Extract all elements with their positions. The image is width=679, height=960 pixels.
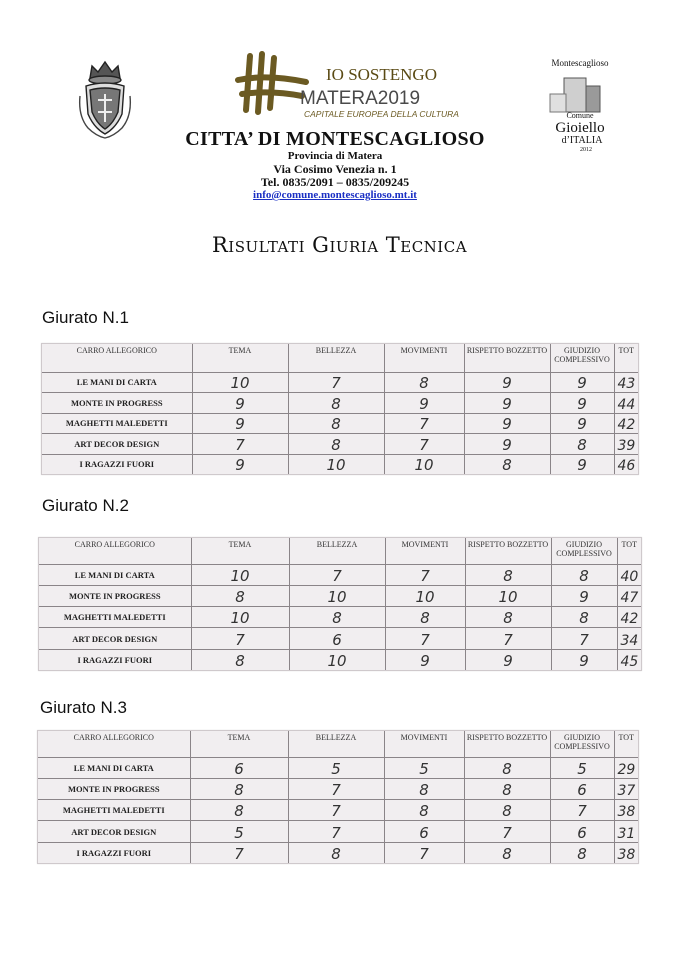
score: 7 bbox=[385, 564, 465, 585]
float-name: MAGHETTI MALEDETTI bbox=[39, 607, 191, 628]
col-header: TOT bbox=[617, 538, 641, 564]
total: 34 bbox=[617, 628, 641, 649]
col-header: CARRO ALLEGORICO bbox=[42, 344, 192, 372]
score: 6 bbox=[190, 757, 288, 778]
gioiello-italia-badge bbox=[540, 56, 620, 152]
score: 9 bbox=[550, 413, 614, 434]
score: 8 bbox=[465, 564, 551, 585]
score: 10 bbox=[191, 564, 289, 585]
score: 9 bbox=[464, 434, 550, 455]
score: 8 bbox=[190, 800, 288, 821]
badge-line1: Comune bbox=[566, 111, 594, 120]
total: 31 bbox=[614, 821, 638, 842]
score: 8 bbox=[191, 585, 289, 606]
col-header: GIUDIZIO COMPLESSIVO bbox=[551, 538, 617, 564]
score: 7 bbox=[288, 778, 384, 799]
float-name: MAGHETTI MALEDETTI bbox=[42, 413, 192, 434]
score: 7 bbox=[289, 564, 385, 585]
table-row bbox=[38, 778, 638, 799]
score: 7 bbox=[550, 800, 614, 821]
score: 7 bbox=[464, 821, 550, 842]
total: 47 bbox=[617, 585, 641, 606]
score: 9 bbox=[550, 454, 614, 474]
score: 8 bbox=[465, 607, 551, 628]
table-row bbox=[42, 454, 638, 474]
total: 46 bbox=[617, 458, 636, 474]
score: 10 bbox=[384, 454, 464, 474]
score: 9 bbox=[550, 372, 614, 393]
logo-line3: CAPITALE EUROPEA DELLA CULTURA bbox=[304, 109, 459, 119]
float-name: MONTE IN PROGRESS bbox=[39, 585, 191, 606]
score: 10 bbox=[385, 585, 465, 606]
total: 42 bbox=[614, 413, 638, 434]
table-row bbox=[38, 821, 638, 842]
total: 29 bbox=[614, 757, 638, 778]
score: 6 bbox=[550, 821, 614, 842]
badge-year: 2012 bbox=[580, 147, 592, 153]
score: 8 bbox=[384, 372, 464, 393]
score: 9 bbox=[550, 393, 614, 414]
badge-line3: d’ITALIA bbox=[561, 135, 603, 146]
province: Provincia di Matera bbox=[287, 150, 383, 162]
score: 7 bbox=[288, 821, 384, 842]
float-name: ART DECOR DESIGN bbox=[42, 434, 192, 455]
score: 7 bbox=[288, 372, 384, 393]
float-name: LE MANI DI CARTA bbox=[42, 372, 192, 393]
score-table bbox=[42, 344, 638, 474]
score: 8 bbox=[191, 649, 289, 670]
score: 10 bbox=[191, 607, 289, 628]
float-name: ART DECOR DESIGN bbox=[38, 821, 190, 842]
score: 8 bbox=[289, 607, 385, 628]
total: 44 bbox=[614, 393, 638, 414]
float-name: I RAGAZZI FUORI bbox=[39, 649, 191, 670]
score: 8 bbox=[288, 393, 384, 414]
address: Via Cosimo Venezia n. 1 bbox=[273, 162, 397, 176]
col-header: RISPETTO BOZZETTO bbox=[464, 344, 550, 372]
juror-2-score-sheet bbox=[38, 537, 642, 671]
logo-line2: MATERA2019 bbox=[300, 88, 421, 109]
score: 7 bbox=[191, 628, 289, 649]
score: 9 bbox=[192, 454, 288, 474]
score: 7 bbox=[465, 628, 551, 649]
score: 7 bbox=[288, 800, 384, 821]
score: 6 bbox=[384, 821, 464, 842]
col-header: GIUDIZIO COMPLESSIVO bbox=[550, 344, 614, 372]
col-header: RISPETTO BOZZETTO bbox=[465, 538, 551, 564]
score: 8 bbox=[288, 842, 384, 863]
score: 9 bbox=[464, 393, 550, 414]
table-row bbox=[39, 628, 641, 649]
juror-1-score-sheet bbox=[41, 343, 639, 475]
float-name: I RAGAZZI FUORI bbox=[42, 454, 192, 474]
score: 9 bbox=[384, 393, 464, 414]
float-name: I RAGAZZI FUORI bbox=[38, 842, 190, 863]
score: 8 bbox=[550, 842, 614, 863]
score: 5 bbox=[288, 757, 384, 778]
table-row bbox=[42, 434, 638, 455]
score: 9 bbox=[464, 372, 550, 393]
score: 8 bbox=[288, 434, 384, 455]
total: 38 bbox=[614, 800, 638, 821]
juror-3-score-sheet bbox=[37, 730, 639, 864]
table-row bbox=[38, 800, 638, 821]
col-header: MOVIMENTI bbox=[384, 731, 464, 757]
score-table bbox=[38, 731, 638, 863]
col-header: MOVIMENTI bbox=[384, 344, 464, 372]
score: 5 bbox=[190, 821, 288, 842]
score: 5 bbox=[384, 757, 464, 778]
float-name: LE MANI DI CARTA bbox=[38, 757, 190, 778]
table-row bbox=[39, 564, 641, 585]
juror-3-label: Giurato N.3 bbox=[40, 698, 127, 717]
score: 8 bbox=[384, 778, 464, 799]
score: 7 bbox=[190, 842, 288, 863]
col-header: TEMA bbox=[191, 538, 289, 564]
col-header: BELLEZZA bbox=[288, 731, 384, 757]
score: 10 bbox=[465, 585, 551, 606]
score: 9 bbox=[551, 585, 617, 606]
total: 43 bbox=[614, 372, 638, 393]
badge-line2: Gioiello bbox=[555, 120, 605, 136]
col-header: BELLEZZA bbox=[288, 344, 384, 372]
matera-2019-logo bbox=[236, 50, 459, 122]
table-row bbox=[42, 413, 638, 434]
col-header: BELLEZZA bbox=[289, 538, 385, 564]
phone: Tel. 0835/2091 – 0835/209245 bbox=[260, 175, 410, 189]
float-name: MAGHETTI MALEDETTI bbox=[38, 800, 190, 821]
total: 45 bbox=[620, 654, 639, 670]
score: 8 bbox=[464, 757, 550, 778]
score: 10 bbox=[192, 372, 288, 393]
score: 10 bbox=[289, 649, 385, 670]
score: 6 bbox=[550, 778, 614, 799]
score: 8 bbox=[551, 564, 617, 585]
score: 7 bbox=[384, 842, 464, 863]
score: 7 bbox=[192, 434, 288, 455]
total: 42 bbox=[617, 607, 641, 628]
col-header: TEMA bbox=[192, 344, 288, 372]
score: 7 bbox=[385, 628, 465, 649]
score: 8 bbox=[464, 800, 550, 821]
logo-line1: IO SOSTENGO bbox=[326, 65, 437, 84]
col-header: TOT bbox=[614, 344, 638, 372]
col-header: MOVIMENTI bbox=[385, 538, 465, 564]
table-row bbox=[39, 585, 641, 606]
table-row bbox=[38, 757, 638, 778]
score: 8 bbox=[190, 778, 288, 799]
score: 9 bbox=[192, 393, 288, 414]
score-table bbox=[39, 538, 641, 670]
total: 40 bbox=[617, 564, 641, 585]
float-name: LE MANI DI CARTA bbox=[39, 564, 191, 585]
score: 9 bbox=[192, 413, 288, 434]
city-name: CITTA’ DI MONTESCAGLIOSO bbox=[185, 128, 485, 150]
juror-2-label: Giurato N.2 bbox=[42, 496, 129, 515]
table-row bbox=[39, 649, 641, 670]
score: 8 bbox=[551, 607, 617, 628]
score: 8 bbox=[550, 434, 614, 455]
table-row bbox=[39, 607, 641, 628]
score: 9 bbox=[465, 649, 551, 670]
table-row bbox=[42, 372, 638, 393]
badge-top: Montescaglioso bbox=[551, 58, 609, 68]
total: 38 bbox=[617, 847, 636, 863]
score: 8 bbox=[288, 413, 384, 434]
score: 10 bbox=[288, 454, 384, 474]
score: 9 bbox=[551, 649, 617, 670]
score: 9 bbox=[385, 649, 465, 670]
score: 8 bbox=[385, 607, 465, 628]
score: 8 bbox=[464, 454, 550, 474]
score: 5 bbox=[550, 757, 614, 778]
score: 7 bbox=[384, 434, 464, 455]
total: 39 bbox=[614, 434, 638, 455]
score: 7 bbox=[551, 628, 617, 649]
juror-1-label: Giurato N.1 bbox=[42, 308, 129, 327]
letterhead bbox=[150, 128, 520, 202]
table-row bbox=[38, 842, 638, 863]
score: 8 bbox=[384, 800, 464, 821]
score: 9 bbox=[464, 413, 550, 434]
score: 8 bbox=[464, 842, 550, 863]
col-header: RISPETTO BOZZETTO bbox=[464, 731, 550, 757]
col-header: TOT bbox=[614, 731, 638, 757]
score: 6 bbox=[289, 628, 385, 649]
float-name: ART DECOR DESIGN bbox=[39, 628, 191, 649]
col-header: CARRO ALLEGORICO bbox=[38, 731, 190, 757]
table-row bbox=[42, 393, 638, 414]
col-header: TEMA bbox=[190, 731, 288, 757]
col-header: CARRO ALLEGORICO bbox=[39, 538, 191, 564]
municipal-crest-logo bbox=[76, 56, 134, 140]
float-name: MONTE IN PROGRESS bbox=[38, 778, 190, 799]
score: 10 bbox=[289, 585, 385, 606]
total: 37 bbox=[614, 778, 638, 799]
float-name: MONTE IN PROGRESS bbox=[42, 393, 192, 414]
col-header: GIUDIZIO COMPLESSIVO bbox=[550, 731, 614, 757]
score: 7 bbox=[384, 413, 464, 434]
page-title: Risultati Giuria Tecnica bbox=[211, 233, 468, 257]
score: 8 bbox=[464, 778, 550, 799]
email-link[interactable]: info@comune.montescaglioso.mt.it bbox=[253, 189, 417, 201]
